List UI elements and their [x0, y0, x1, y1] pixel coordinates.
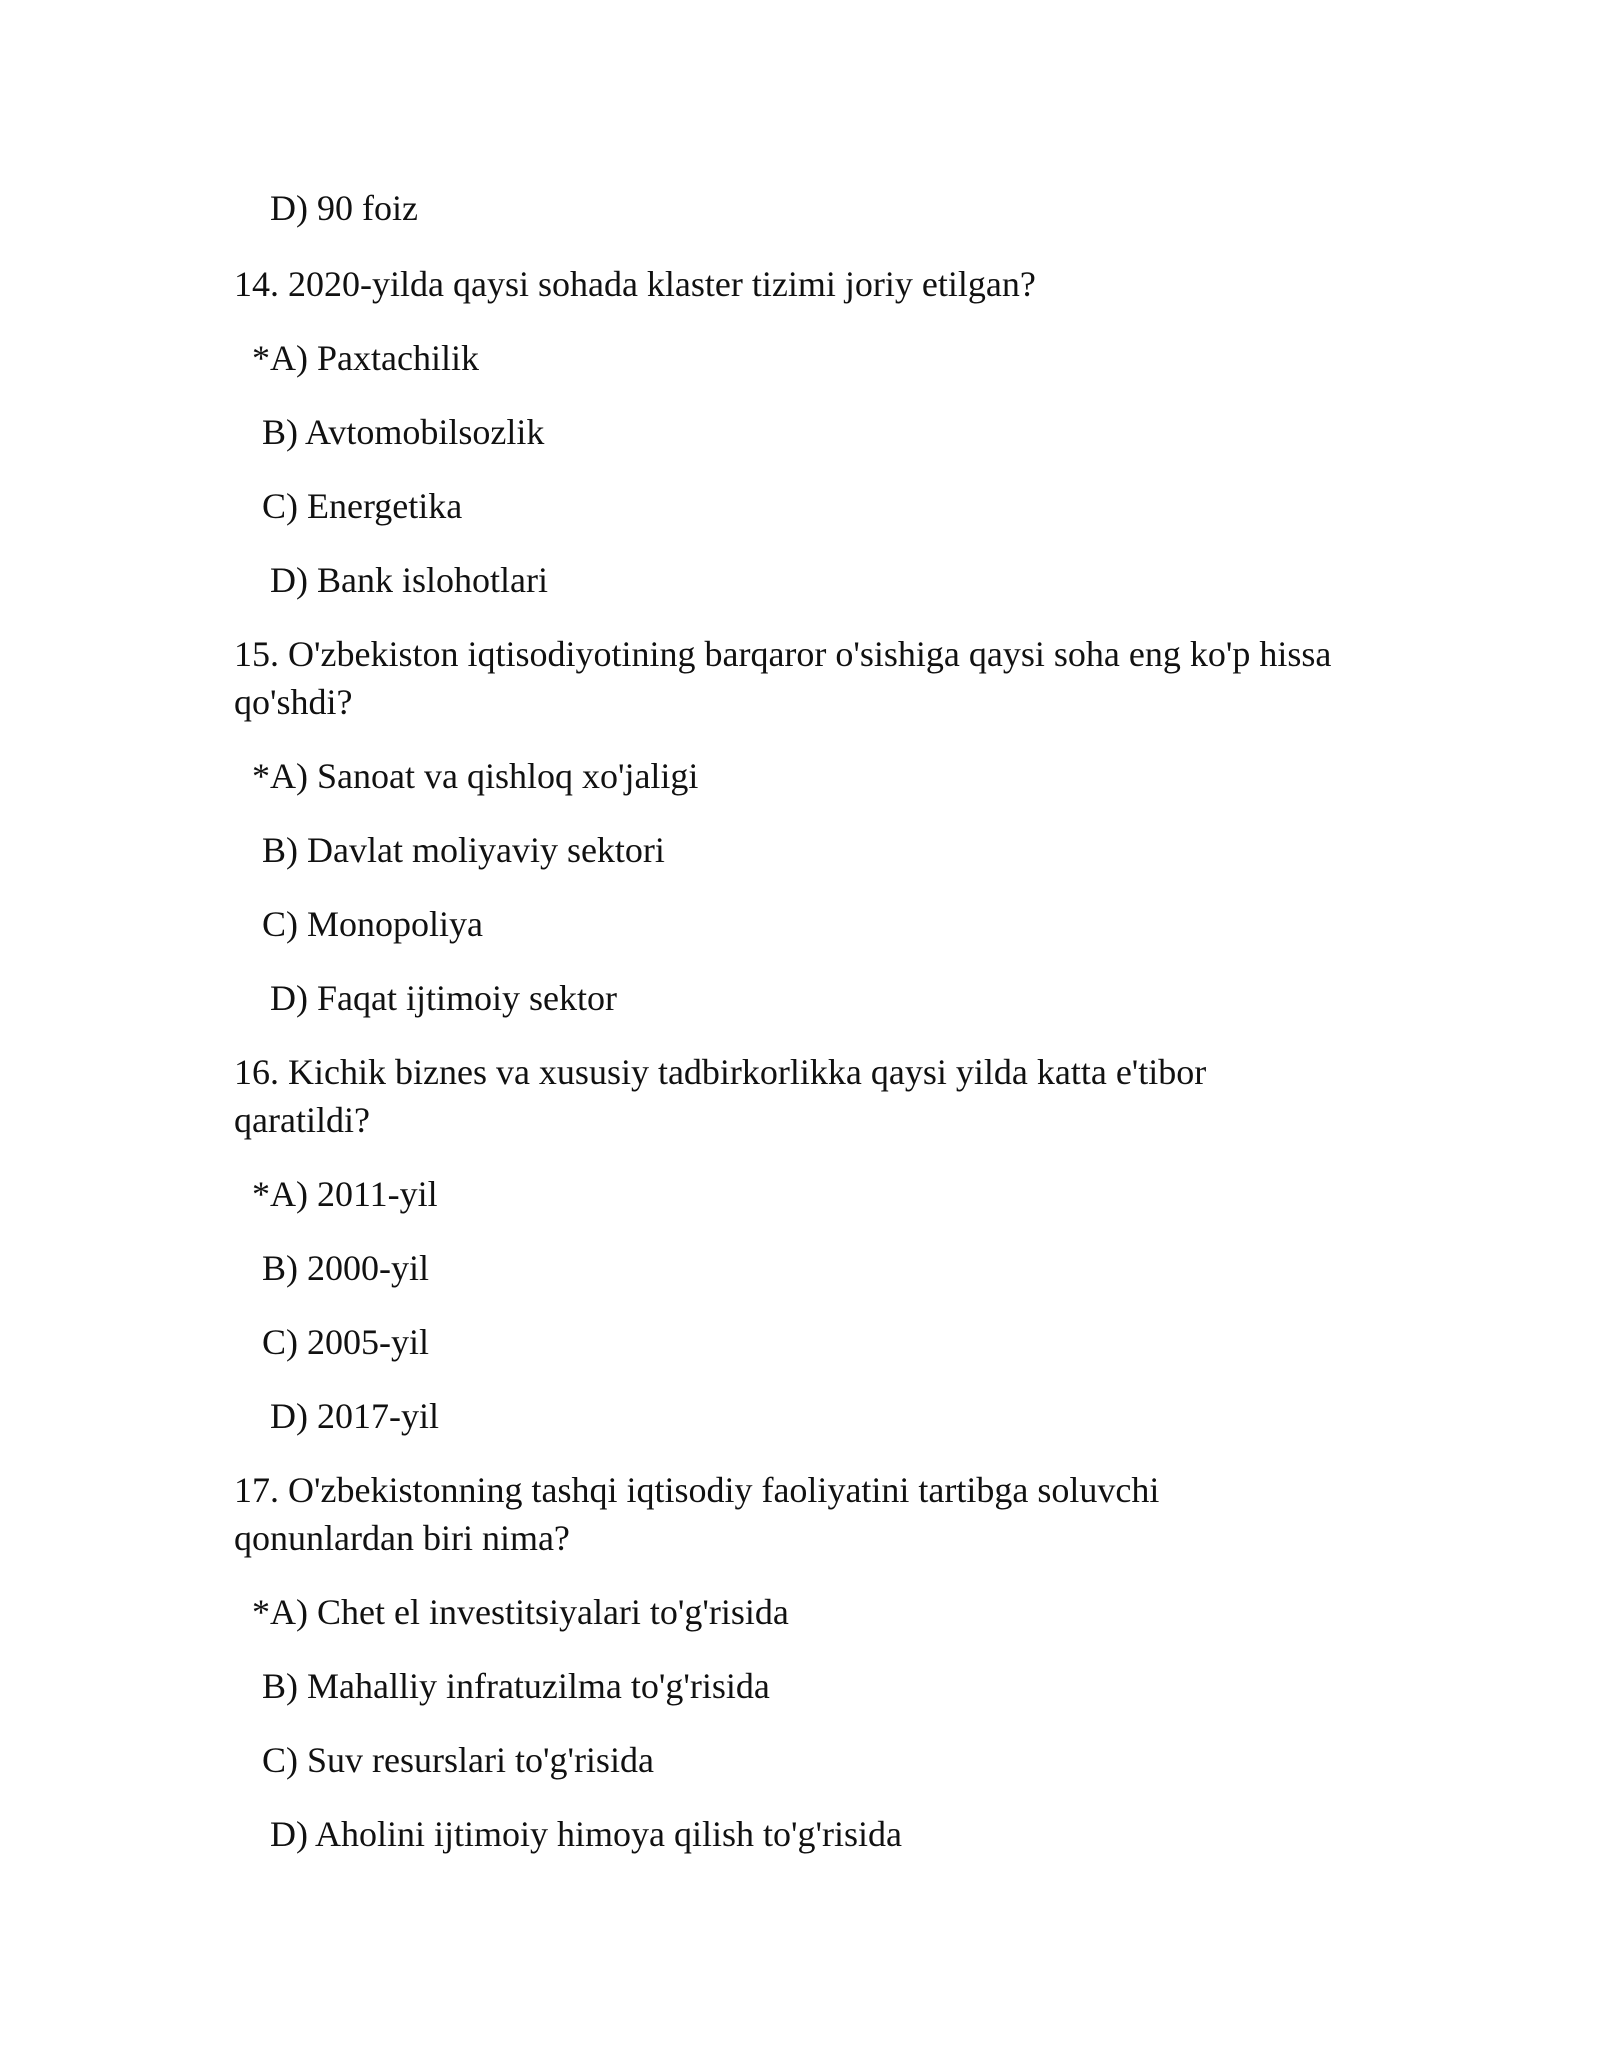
- question-14-text: 14. 2020-yilda qaysi sohada klaster tizimi joriy etilgan?: [234, 264, 1036, 304]
- answer-option-b: B) Davlat moliyaviy sektori: [262, 830, 665, 870]
- answer-option-d: D) Bank islohotlari: [270, 560, 548, 600]
- question-15-text-continued: qo'shdi?: [234, 682, 353, 722]
- answer-option-d: D) 2017-yil: [270, 1396, 439, 1436]
- answer-option-a-correct: *A) Chet el investitsiyalari to'g'risida: [252, 1592, 789, 1632]
- answer-option-b: B) Mahalliy infratuzilma to'g'risida: [262, 1666, 770, 1706]
- answer-option-d: D) Faqat ijtimoiy sektor: [270, 978, 617, 1018]
- answer-option-d: D) 90 foiz: [270, 188, 418, 228]
- answer-option-d: D) Aholini ijtimoiy himoya qilish to'g'risida: [270, 1814, 902, 1854]
- answer-option-b: B) Avtomobilsozlik: [262, 412, 545, 452]
- question-16-text-continued: qaratildi?: [234, 1100, 370, 1140]
- question-16-text: 16. Kichik biznes va xususiy tadbirkorlikka qaysi yilda katta e'tibor: [234, 1052, 1207, 1092]
- answer-option-a-correct: *A) 2011-yil: [252, 1174, 438, 1214]
- answer-option-a-correct: *A) Paxtachilik: [252, 338, 479, 378]
- question-15-text: 15. O'zbekiston iqtisodiyotining barqaror o'sishiga qaysi soha eng ko'p hissa: [234, 634, 1332, 674]
- question-17-text: 17. O'zbekistonning tashqi iqtisodiy faoliyatini tartibga soluvchi: [234, 1470, 1160, 1510]
- answer-option-c: C) Energetika: [262, 486, 463, 526]
- answer-option-c: C) Suv resurslari to'g'risida: [262, 1740, 654, 1780]
- answer-option-c: C) 2005-yil: [262, 1322, 429, 1362]
- answer-option-b: B) 2000-yil: [262, 1248, 429, 1288]
- answer-option-c: C) Monopoliya: [262, 904, 483, 944]
- answer-option-a-correct: *A) Sanoat va qishloq xo'jaligi: [252, 756, 699, 796]
- question-17-text-continued: qonunlardan biri nima?: [234, 1518, 570, 1558]
